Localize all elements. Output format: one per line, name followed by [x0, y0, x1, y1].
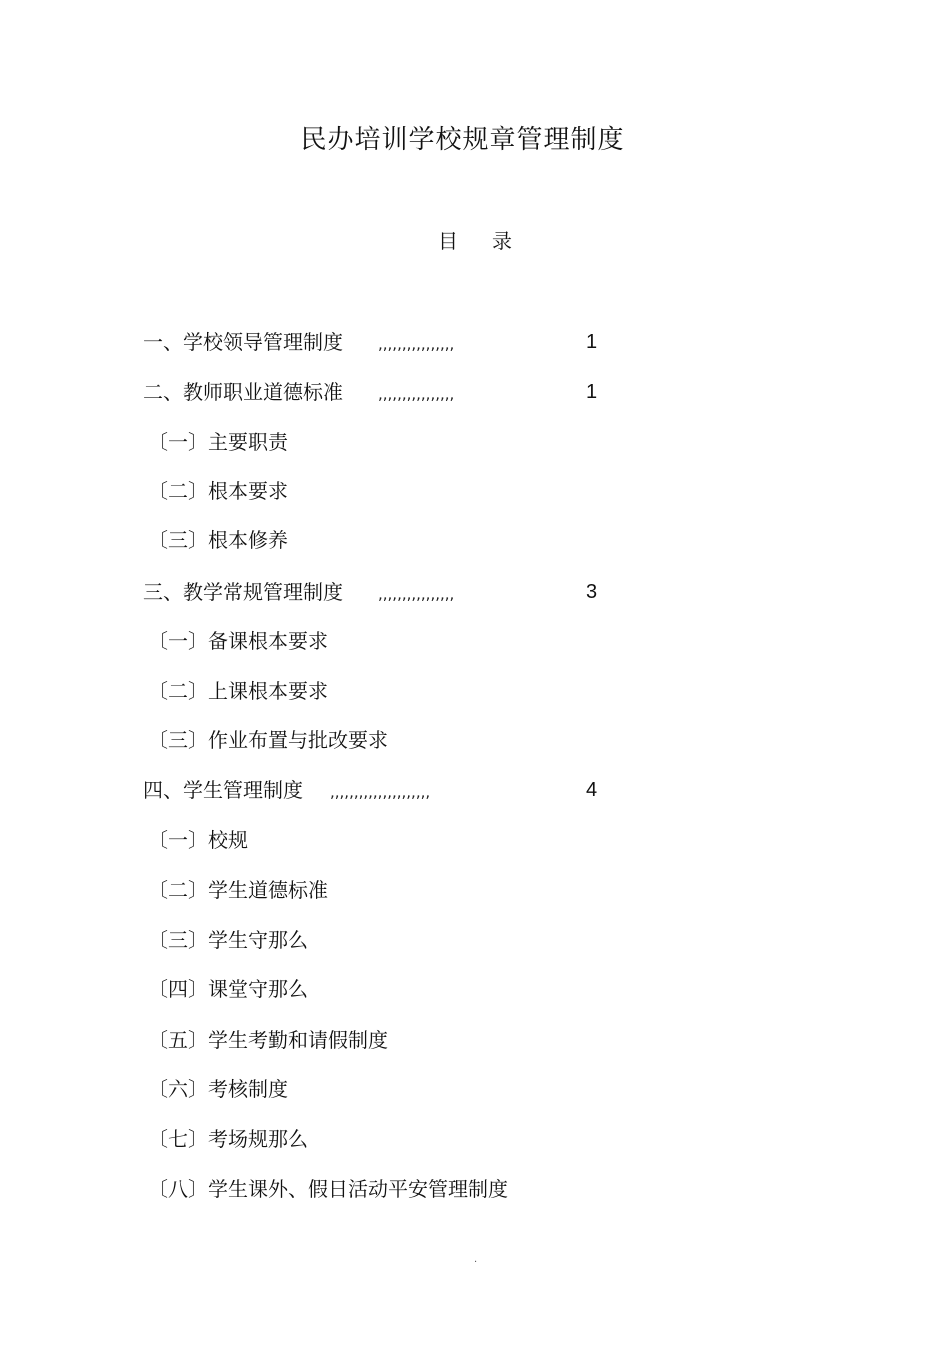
- toc-item-label: 〔一〕校规: [148, 828, 248, 852]
- toc-item-label: 〔二〕根本要求: [148, 479, 288, 503]
- toc-item-label: 二、教师职业道德标准: [143, 380, 343, 404]
- toc-item-page: 3: [586, 581, 598, 603]
- document-title: 民办培训学校规章管理制度: [300, 125, 625, 155]
- toc-item-label: 〔三〕作业布置与批改要求: [148, 728, 388, 752]
- toc-item-label: 三、教学常规管理制度: [143, 580, 343, 604]
- toc-heading-left: 目: [438, 229, 458, 253]
- toc-item-label: 〔五〕学生考勤和请假制度: [148, 1028, 388, 1052]
- toc-item-leader: ,,,,,,,,,,,,,,,,: [378, 385, 455, 403]
- toc-item-label: 〔三〕根本修养: [148, 528, 288, 552]
- toc-item-page: 1: [586, 331, 598, 353]
- toc-item-leader: ,,,,,,,,,,,,,,,,: [378, 335, 455, 353]
- toc-item-label: 〔二〕上课根本要求: [148, 679, 328, 703]
- toc-item-label: 四、学生管理制度: [143, 778, 303, 802]
- toc-item-label: 〔四〕课堂守那么: [148, 977, 308, 1001]
- toc-item-label: 〔八〕学生课外、假日活动平安管理制度: [148, 1177, 508, 1201]
- toc-item-label: 〔一〕备课根本要求: [148, 629, 328, 653]
- toc-item-page: 4: [586, 779, 598, 801]
- toc-item-label: 〔三〕学生守那么: [148, 928, 308, 952]
- toc-item-label: 〔二〕学生道德标准: [148, 878, 328, 902]
- toc-item-leader: ,,,,,,,,,,,,,,,,,,,,,: [330, 783, 431, 801]
- toc-item-label: 〔七〕考场规那么: [148, 1127, 308, 1151]
- toc-item-leader: ,,,,,,,,,,,,,,,,: [378, 585, 455, 603]
- toc-item-label: 〔六〕考核制度: [148, 1077, 288, 1101]
- toc-item-page: 1: [586, 381, 598, 403]
- toc-heading-right: 录: [492, 229, 512, 253]
- toc-item-label: 〔一〕主要职责: [148, 430, 288, 454]
- footer-mark: .: [474, 1254, 478, 1265]
- toc-item-label: 一、学校领导管理制度: [143, 330, 343, 354]
